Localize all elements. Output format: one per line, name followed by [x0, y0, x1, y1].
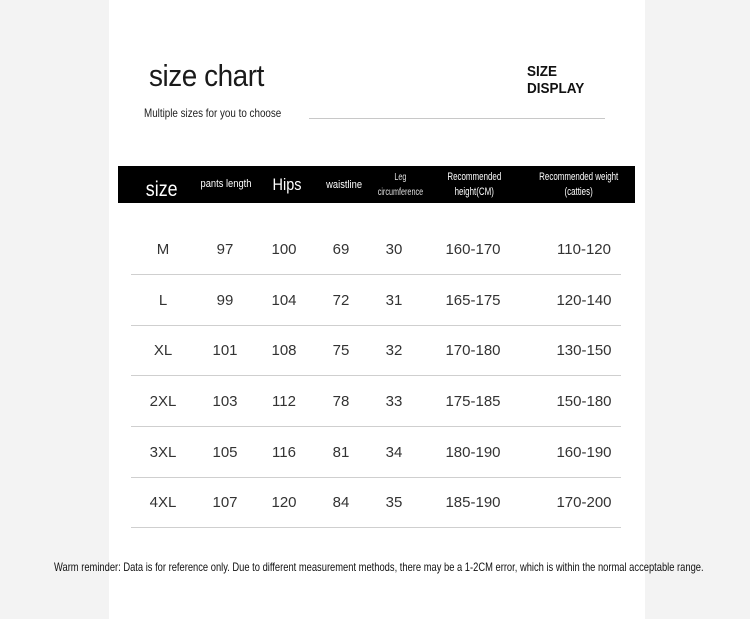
cell-size: M — [156, 240, 170, 258]
cell-waistline: 69 — [332, 240, 350, 258]
cell-waistline: 84 — [332, 493, 350, 511]
cell-size: 4XL — [149, 493, 177, 511]
cell-pants-length: 101 — [212, 341, 238, 359]
cell-pants-length: 103 — [212, 392, 238, 410]
size-display-line-2: DISPLAY — [527, 80, 585, 97]
cell-leg-circumference: 34 — [385, 443, 403, 461]
table-row — [131, 325, 621, 376]
cell-waistline: 75 — [332, 341, 350, 359]
cell-leg-circumference: 35 — [385, 493, 403, 511]
page-subtitle: Multiple sizes for you to choose — [144, 106, 282, 120]
cell-recommended-height: 165-175 — [445, 291, 501, 309]
header-recommended-weight: Recommended weight (catties) — [539, 170, 619, 198]
size-display-label — [527, 63, 584, 97]
header-hips: Hips — [272, 174, 302, 194]
cell-leg-circumference: 30 — [385, 240, 403, 258]
cell-waistline: 78 — [332, 392, 350, 410]
cell-size: 2XL — [149, 392, 177, 410]
cell-recommended-height: 185-190 — [445, 493, 501, 511]
header-recommended-height: Recommended height(CM) — [447, 170, 501, 198]
cell-hips: 120 — [271, 493, 297, 511]
warm-reminder-note: Warm reminder: Data is for reference only. Due to different measurement methods, there may be a 1-2CM error, which is within the normal acceptable range. — [54, 560, 704, 574]
header-size: size — [146, 177, 178, 201]
table-header — [118, 166, 635, 203]
cell-waistline: 72 — [332, 291, 350, 309]
header-leg-circumference: Leg circumference — [377, 171, 423, 198]
cell-leg-circumference: 31 — [385, 291, 403, 309]
cell-hips: 108 — [271, 341, 297, 359]
page-title: size chart — [149, 58, 264, 93]
cell-recommended-height: 175-185 — [445, 392, 501, 410]
cell-recommended-weight: 170-200 — [556, 493, 612, 511]
cell-waistline: 81 — [332, 443, 350, 461]
cell-recommended-height: 180-190 — [445, 443, 501, 461]
cell-recommended-weight: 130-150 — [556, 341, 612, 359]
cell-pants-length: 107 — [212, 493, 238, 511]
cell-hips: 100 — [271, 240, 297, 258]
cell-recommended-weight: 120-140 — [556, 291, 612, 309]
cell-recommended-weight: 150-180 — [556, 392, 612, 410]
table-row — [131, 275, 621, 326]
cell-hips: 104 — [271, 291, 297, 309]
cell-size: XL — [153, 341, 173, 359]
cell-size: 3XL — [149, 443, 177, 461]
table-row — [131, 427, 621, 478]
cell-pants-length: 97 — [216, 240, 234, 258]
cell-size: L — [158, 291, 168, 309]
header-pants-length: pants length — [200, 177, 252, 190]
divider — [309, 118, 605, 119]
cell-pants-length: 105 — [212, 443, 238, 461]
cell-recommended-weight: 110-120 — [557, 240, 611, 258]
cell-hips: 116 — [272, 443, 296, 461]
table-row — [131, 224, 621, 275]
cell-leg-circumference: 32 — [385, 341, 403, 359]
header-waistline: waistline — [326, 178, 362, 191]
table-row — [131, 376, 621, 427]
cell-hips: 112 — [272, 392, 296, 410]
cell-leg-circumference: 33 — [385, 392, 403, 410]
cell-recommended-height: 160-170 — [445, 240, 501, 258]
size-display-line-1: SIZE — [527, 63, 558, 80]
cell-pants-length: 99 — [216, 291, 234, 309]
cell-recommended-height: 170-180 — [445, 341, 501, 359]
table-row — [131, 477, 621, 528]
cell-recommended-weight: 160-190 — [556, 443, 612, 461]
